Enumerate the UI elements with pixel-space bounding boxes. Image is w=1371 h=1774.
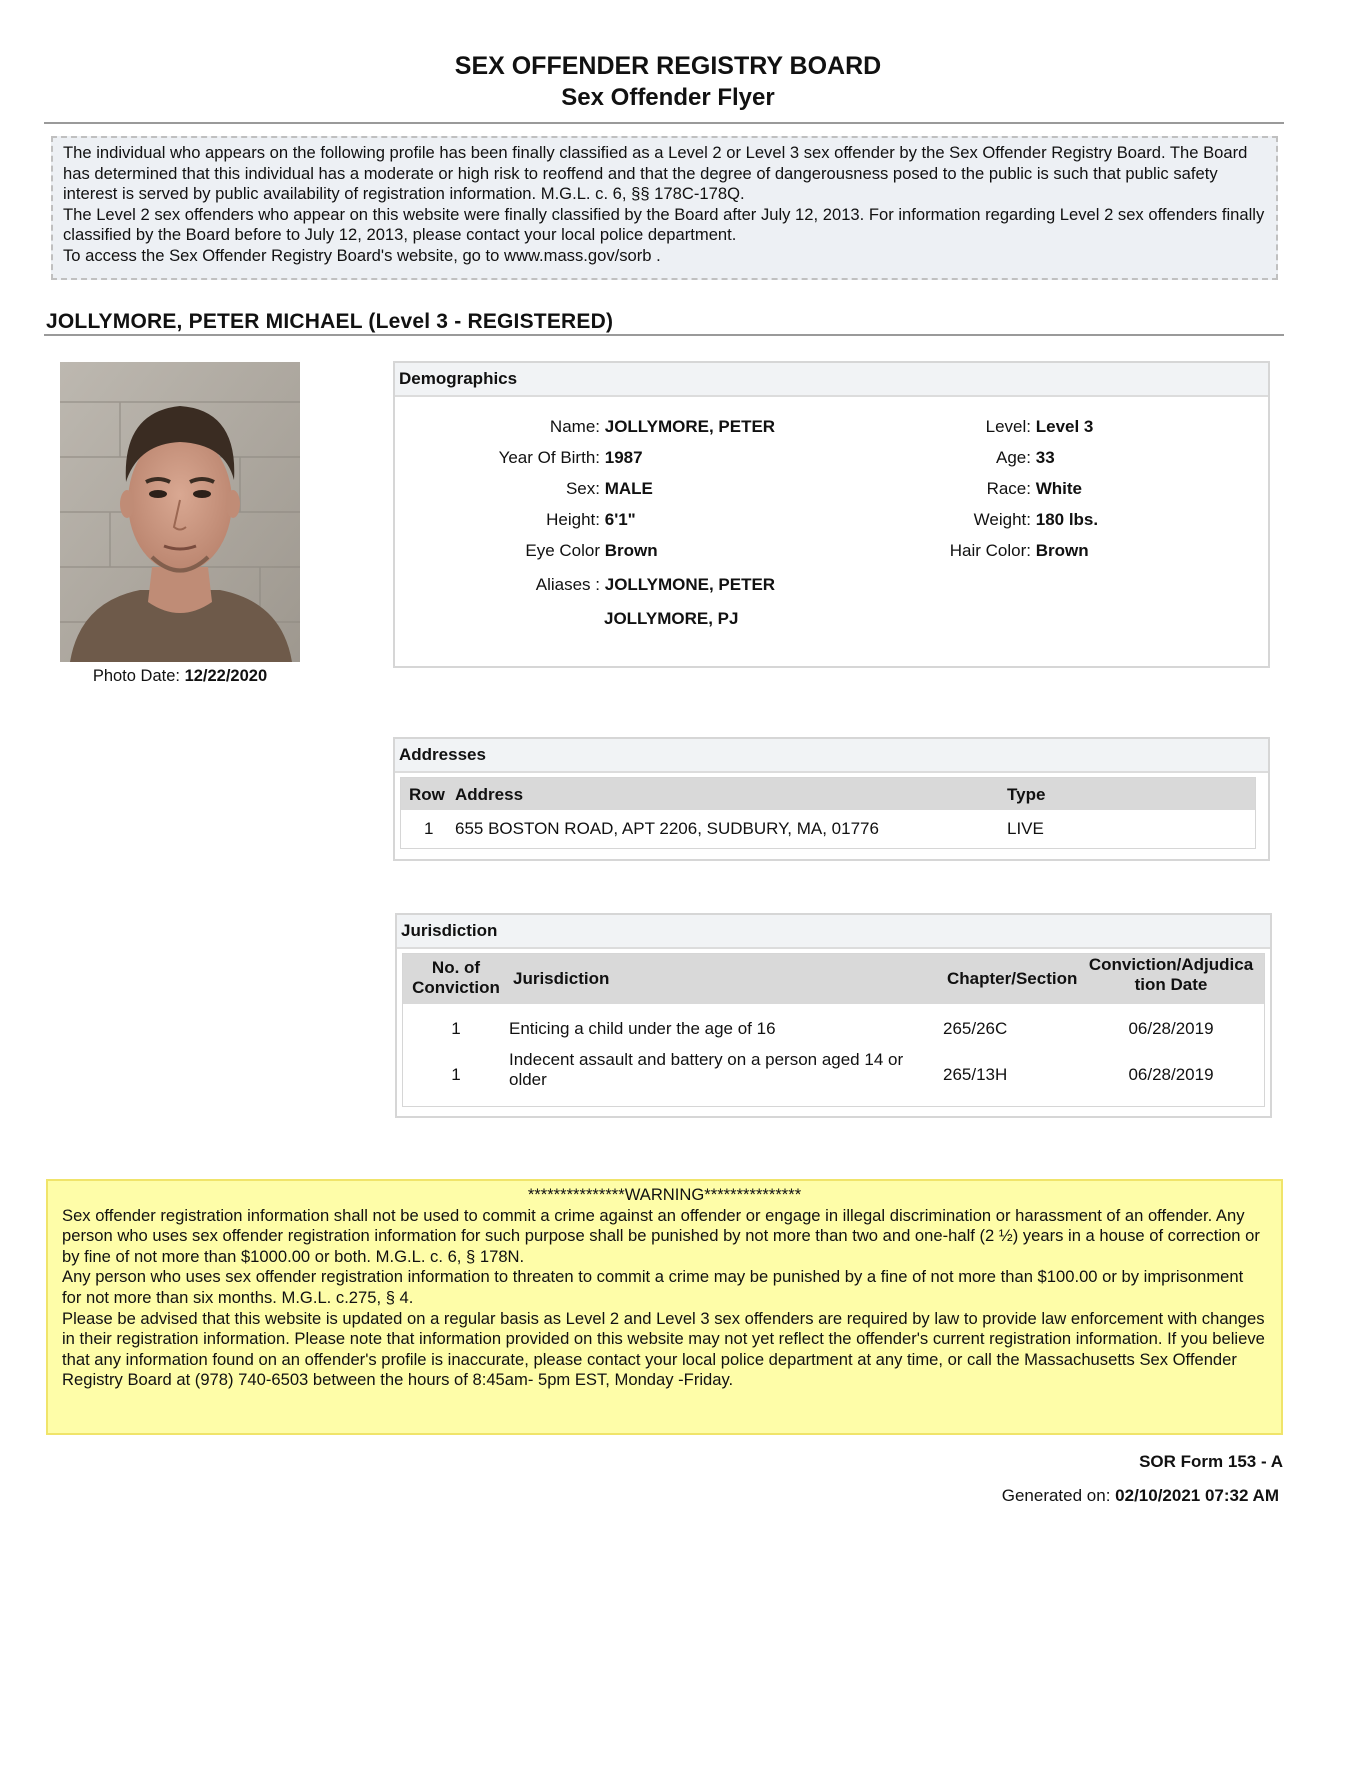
jurisdiction-header-row [403,954,1264,1004]
jurisdiction-table [402,953,1265,1107]
offender-name-heading: JOLLYMORE, PETER MICHAEL (Level 3 - REGISTERED) [46,310,614,333]
name-label: Name: [549,417,600,436]
name-divider [44,334,1284,336]
sex-label: Sex: [565,479,600,498]
age-value: 33 [1035,448,1055,467]
conviction-count: 1 [451,1019,461,1038]
eye-color-field [395,541,658,561]
sex-value: MALE [604,479,653,498]
column-header-line: No. of [431,958,481,977]
year-of-birth-label: Year Of Birth: [498,448,600,467]
date-cell: 06/28/2019 [1128,1065,1214,1084]
chapter-cell: 265/26C [943,1019,1008,1038]
warning-paragraph: Sex offender registration information shall not be used to commit a crime against an offender or engage in illegal discrimination or harassment of an offender. Any person who uses sex offender registration information for such purpose shall be punished by not more than two and one-half (2 ½) years in a house of correction or by fine of not more than $1000.00 or both. M.G.L. c. 6, § 178N. [62,1205,1260,1266]
height-value: 6'1" [604,510,636,529]
aliases-label: Aliases : [535,575,600,594]
chapter-cell: 265/13H [943,1065,1008,1084]
hair-color-label: Hair Color: [949,541,1031,560]
column-header-line: tion Date [1134,975,1208,994]
level-value: Level 3 [1035,417,1094,436]
weight-value: 180 lbs. [1035,510,1099,529]
hair-color-value: Brown [1035,541,1089,560]
jurisdiction-title: Jurisdiction [397,915,1270,949]
offender-photo [60,362,300,662]
jurisdiction-cell: Enticing a child under the age of 16 [509,1019,776,1038]
page-subtitle: Sex Offender Flyer [561,84,775,111]
jurisdiction-cell-line: Indecent assault and battery on a person aged 14 or [509,1050,904,1069]
row-number: 1 [424,819,434,838]
type-cell: LIVE [1007,819,1044,838]
form-id: SOR Form 153 - A [1139,1452,1283,1471]
alias-value: JOLLYMORE, PJ [604,609,739,628]
generated-value: 02/10/2021 07:32 AM [1115,1486,1279,1505]
address-cell: 655 BOSTON ROAD, APT 2206, SUDBURY, MA, 01776 [455,819,879,838]
column-header: Jurisdiction [513,969,610,988]
column-header-line: Conviction [412,978,500,997]
column-header-line: Conviction/Adjudica [1088,955,1254,974]
eye-color-label: Eye Color [525,541,600,560]
race-value: White [1035,479,1083,498]
generated-timestamp [1002,1486,1279,1506]
column-header: Address [455,785,524,804]
warning-paragraph: Any person who uses sex offender registration information to threaten to commit a crime may be punished by a fine of not more than $100.00 or by imprisonment for not more than six months. M.G.L. c.275, § 4. [62,1267,1244,1307]
demographics-panel [393,361,1270,668]
addresses-header-row [401,778,1255,810]
age-field [815,448,1055,468]
notice-paragraph: The Level 2 sex offenders who appear on this website were finally classified by the Board after July 12, 2013. For information regarding Level 2 sex offenders finally classified by the Board before to July 12, 2013, please contact your local police department. [63,204,1265,244]
aliases-field [395,575,775,595]
hair-color-field [815,541,1089,561]
generated-label: Generated on: [1001,1486,1111,1505]
column-header: Chapter/Section [947,969,1078,988]
alias-field [604,609,738,629]
warning-title: ***************WARNING*************** [527,1185,802,1204]
name-value: JOLLYMORE, PETER [604,417,776,436]
photo-date-value: 12/22/2020 [184,667,268,685]
column-header: Type [1007,785,1046,804]
name-field [395,417,775,437]
classification-notice [51,136,1278,280]
column-header [1079,955,1263,995]
date-cell: 06/28/2019 [1128,1019,1214,1038]
warning-paragraph: Please be advised that this website is updated on a regular basis as Level 2 and Level 3 sex offenders are required by law to provide law enforcement with changes in their registration information. Please note that information provided on this website may not yet reflect the offender's current registration information. If you believe that any information found on an offender's profile is inaccurate, please contact your local police department at any time, or call the Massachusetts Sex Offender Registry Board at (978) 740-6503 between the hours of 8:45am- 5pm EST, Monday -Friday. [62,1308,1265,1390]
year-of-birth-value: 1987 [604,448,643,467]
sex-field [395,479,653,499]
jurisdiction-cell [509,1050,903,1090]
level-label: Level: [985,417,1031,436]
conviction-count: 1 [451,1065,461,1084]
race-field [815,479,1082,499]
demographics-title: Demographics [395,363,1268,397]
notice-paragraph: To access the Sex Offender Registry Board's website, go to www.mass.gov/sorb . [63,245,661,265]
weight-label: Weight: [973,510,1031,529]
warning-box [46,1179,1283,1435]
table-row [403,1014,1264,1044]
weight-field [815,510,1098,530]
age-label: Age: [996,448,1031,467]
jurisdiction-cell-line: older [509,1070,547,1089]
year-of-birth-field [395,448,643,468]
jurisdiction-panel [395,913,1272,1118]
addresses-title: Addresses [395,739,1268,773]
column-header [403,958,509,998]
photo-date [60,667,300,686]
height-field [395,510,636,530]
addresses-panel [393,737,1270,861]
level-field [815,417,1093,437]
height-label: Height: [546,510,600,529]
alias-value: JOLLYMONE, PETER [604,575,776,594]
addresses-table [400,777,1256,849]
page-title: SEX OFFENDER REGISTRY BOARD [454,52,882,80]
eye-color-value: Brown [604,541,658,560]
table-row [403,1048,1264,1094]
table-row [401,810,1255,848]
header-divider [44,122,1284,124]
race-label: Race: [986,479,1031,498]
notice-paragraph: The individual who appears on the following profile has been finally classified as a Level 2 or Level 3 sex offender by the Sex Offender Registry Board. The Board has determined that this individual has a moderate or high risk to reoffend and that the degree of dangerousness posed to the public is such that public safety interest is served by public availability of registration information. M.G.L. c. 6, §§ 178C-178Q. [63,143,1248,203]
column-header: Row [409,785,445,804]
photo-date-label: Photo Date: [92,667,180,685]
